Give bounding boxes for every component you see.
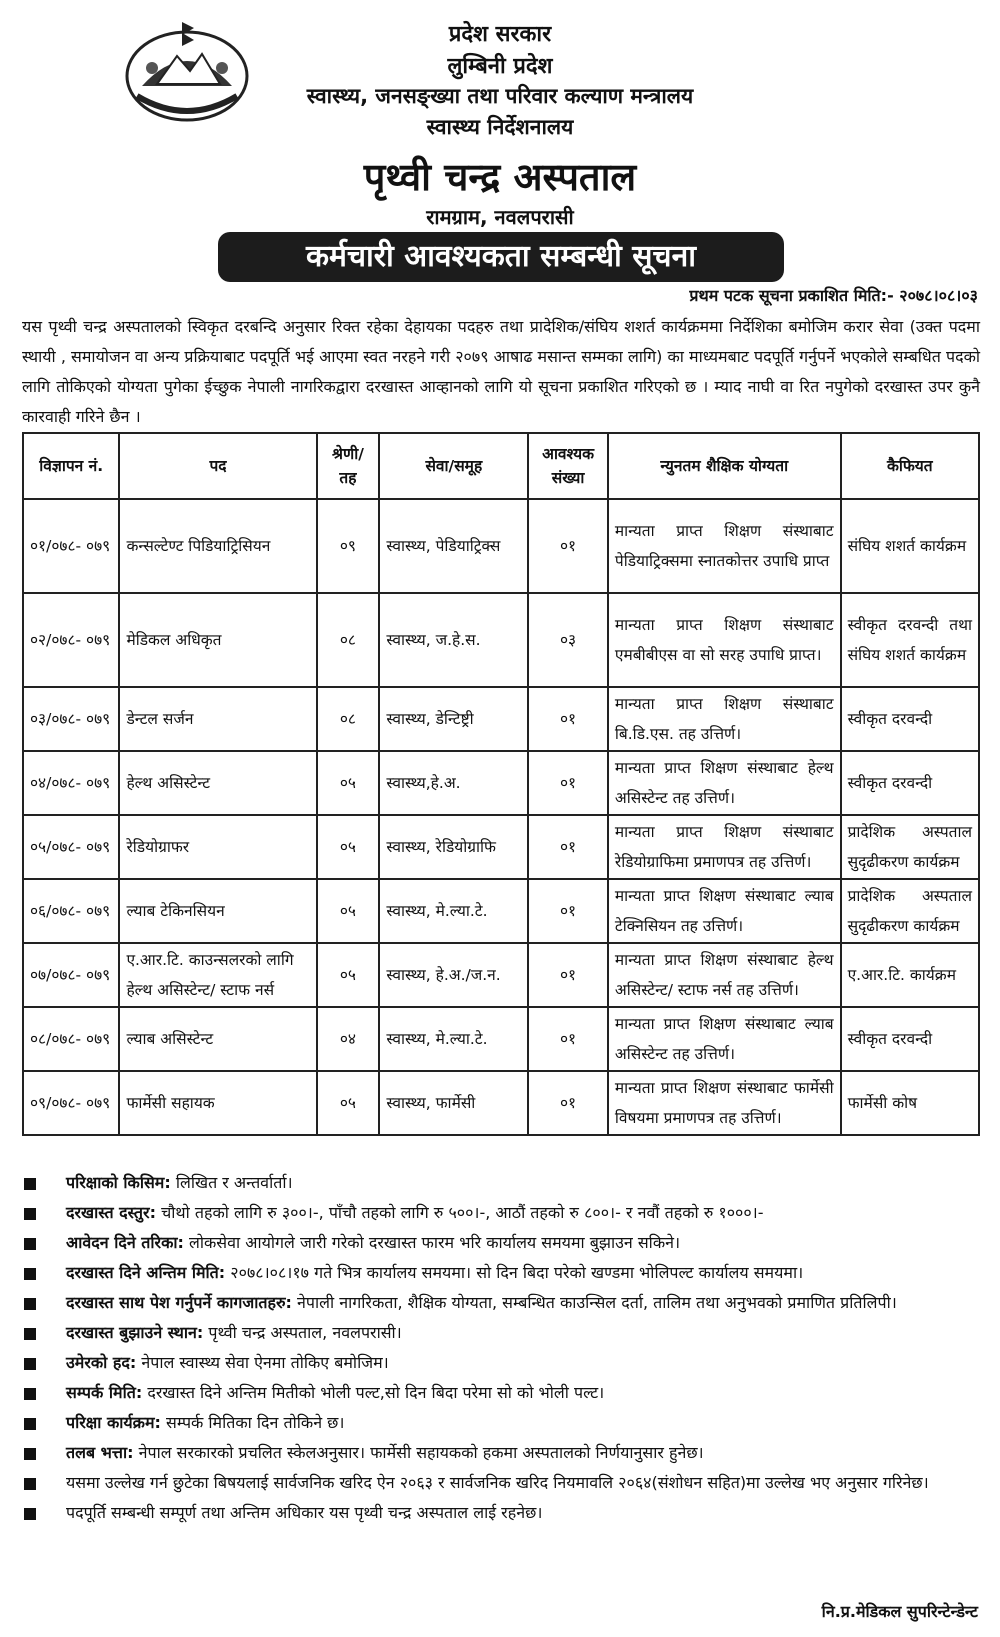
note-text: यसमा उल्लेख गर्न छुटेका बिषयलाई सार्वजनिक खरिद ऐन २०६३ र सार्वजनिक खरिद नियमावलि २०६४(संशोधन सहित)मा उल्लेख भए अनुसार गरिनेछ। xyxy=(66,1473,929,1492)
level-cell: ०४ xyxy=(317,1007,380,1071)
ministry-title: स्वास्थ्य, जनसङ्ख्या तथा परिवार कल्याण मन्त्रालय xyxy=(306,84,694,108)
table-row xyxy=(23,879,979,943)
post-cell: ए.आर.टि. काउन्सलरको लागि हेल्थ असिस्टेन्ट/ स्टाफ नर्स xyxy=(119,943,316,1007)
service-cell: स्वास्थ्य, मे.ल्या.टे. xyxy=(379,1007,528,1071)
hospital-name: पृथ्वी चन्द्र अस्पताल xyxy=(363,155,637,199)
note-item xyxy=(22,1288,980,1318)
level-cell: ०५ xyxy=(317,1071,380,1135)
note-label: दरखास्त बुझाउने स्थान: xyxy=(66,1323,204,1342)
province-title: लुम्बिनी प्रदेश xyxy=(447,54,553,79)
ad-no-cell: ०५/०७८- ०७९ xyxy=(23,815,119,879)
remarks-cell: स्वीकृत दरवन्दी तथा संघिय शशर्त कार्यक्रम xyxy=(841,593,979,687)
count-cell: ०१ xyxy=(528,1007,608,1071)
qualification-cell: मान्यता प्राप्त शिक्षण संस्थाबाट फार्मेसी विषयमा प्रमाणपत्र तह उत्तिर्ण। xyxy=(608,1071,841,1135)
table-row xyxy=(23,943,979,1007)
ad-no-cell: ०६/०७८- ०७९ xyxy=(23,879,119,943)
service-cell: स्वास्थ्य, ज.हे.स. xyxy=(379,593,528,687)
remarks-cell: ए.आर.टि. कार्यक्रम xyxy=(841,943,979,1007)
bullet-square-icon xyxy=(24,1208,36,1220)
service-cell: स्वास्थ्य, पेडियाट्रिक्स xyxy=(379,499,528,593)
level-cell: ०८ xyxy=(317,593,380,687)
directorate-title: स्वास्थ्य निर्देशनालय xyxy=(426,115,574,139)
table-row xyxy=(23,1071,979,1135)
count-cell: ०१ xyxy=(528,499,608,593)
note-item xyxy=(22,1378,980,1408)
col-header-count: आवश्यक संख्या xyxy=(528,433,608,499)
post-cell: मेडिकल अधिकृत xyxy=(119,593,316,687)
note-item xyxy=(22,1198,980,1228)
publication-date-value: २०७८।०८।०३ xyxy=(899,286,978,305)
remarks-cell: प्रादेशिक अस्पताल सुदृढीकरण कार्यक्रम xyxy=(841,879,979,943)
level-cell: ०८ xyxy=(317,687,380,751)
level-cell: ०५ xyxy=(317,943,380,1007)
note-item xyxy=(22,1258,980,1288)
note-label: परिक्षा कार्यक्रम: xyxy=(66,1413,161,1432)
count-cell: ०१ xyxy=(528,1071,608,1135)
qualification-cell: मान्यता प्राप्त शिक्षण संस्थाबाट ल्याब असिस्टेन्ट तह उत्तिर्ण। xyxy=(608,1007,841,1071)
note-item xyxy=(22,1348,980,1378)
note-item xyxy=(22,1468,980,1498)
col-header-qualification: न्युनतम शैक्षिक योग्यता xyxy=(608,433,841,499)
note-text: २०७८।०८।१७ गते भित्र कार्यालय समयमा। सो दिन बिदा परेको खण्डमा भोलिपल्ट कार्यालय समयमा। xyxy=(225,1263,804,1282)
bullet-square-icon xyxy=(24,1388,36,1400)
service-cell: स्वास्थ्य, रेडियोग्राफि xyxy=(379,815,528,879)
note-text: दरखास्त दिने अन्तिम मितीको भोली पल्ट,सो दिन बिदा परेमा सो को भोली पल्ट। xyxy=(142,1383,605,1402)
note-item xyxy=(22,1498,980,1528)
ad-no-cell: ०१/०७८- ०७९ xyxy=(23,499,119,593)
bullet-square-icon xyxy=(24,1268,36,1280)
remarks-cell: प्रादेशिक अस्पताल सुदृढीकरण कार्यक्रम xyxy=(841,815,979,879)
note-label: दरखास्त दस्तुर: xyxy=(66,1203,156,1222)
note-text: नेपाली नागरिकता, शैक्षिक योग्यता, सम्बन्धित काउन्सिल दर्ता, तालिम तथा अनुभवको प्रमाणित प्रतिलिपी। xyxy=(291,1293,897,1312)
service-cell: स्वास्थ्य, फार्मेसी xyxy=(379,1071,528,1135)
col-header-level: श्रेणी/ तह xyxy=(317,433,380,499)
table-row xyxy=(23,687,979,751)
qualification-cell: मान्यता प्राप्त शिक्षण संस्थाबाट एमबीबीएस वा सो सरह उपाधि प्राप्त। xyxy=(608,593,841,687)
note-item xyxy=(22,1408,980,1438)
level-cell: ०९ xyxy=(317,499,380,593)
service-cell: स्वास्थ्य, हे.अ./ज.न. xyxy=(379,943,528,1007)
col-header-post: पद xyxy=(119,433,316,499)
level-cell: ०५ xyxy=(317,879,380,943)
ad-no-cell: ०४/०७८- ०७९ xyxy=(23,751,119,815)
col-header-ad-no: विज्ञापन नं. xyxy=(23,433,119,499)
table-header-row xyxy=(23,433,979,499)
ad-no-cell: ०३/०७८- ०७९ xyxy=(23,687,119,751)
note-label: तलब भत्ता: xyxy=(66,1443,134,1462)
ad-no-cell: ०७/०७८- ०७९ xyxy=(23,943,119,1007)
note-text: सम्पर्क मितिका दिन तोकिने छ। xyxy=(160,1413,345,1432)
post-cell: ल्याब टेकिनसियन xyxy=(119,879,316,943)
vacancy-table xyxy=(22,432,980,1136)
note-text: पृथ्वी चन्द्र अस्पताल, नवलपरासी। xyxy=(203,1323,402,1342)
note-label: उमेरको हद: xyxy=(66,1353,137,1372)
bullet-square-icon xyxy=(24,1418,36,1430)
table-row xyxy=(23,751,979,815)
note-label: आवेदन दिने तरिका: xyxy=(66,1233,184,1252)
note-text: चौथो तहको लागि रु ३००।-, पाँचौ तहको लागि रु ५००।-, आठौं तहको रु ८००।- र नवौं तहको रु १०००।- xyxy=(155,1203,764,1222)
note-text: लिखित र अन्तर्वार्ता। xyxy=(170,1173,293,1192)
government-title: प्रदेश सरकार xyxy=(448,22,552,47)
bullet-square-icon xyxy=(24,1298,36,1310)
qualification-cell: मान्यता प्राप्त शिक्षण संस्थाबाट हेल्थ असिस्टेन्ट तह उत्तिर्ण। xyxy=(608,751,841,815)
note-item xyxy=(22,1168,980,1198)
count-cell: ०१ xyxy=(528,879,608,943)
publication-date-label: प्रथम पटक सूचना प्रकाशित मिति:- xyxy=(689,286,894,305)
bullet-square-icon xyxy=(24,1508,36,1520)
table-row xyxy=(23,815,979,879)
remarks-cell: संघिय शशर्त कार्यक्रम xyxy=(841,499,979,593)
note-item xyxy=(22,1228,980,1258)
post-cell: हेल्थ असिस्टेन्ट xyxy=(119,751,316,815)
count-cell: ०१ xyxy=(528,687,608,751)
bullet-square-icon xyxy=(24,1178,36,1190)
qualification-cell: मान्यता प्राप्त शिक्षण संस्थाबाट पेडियाट्रिक्समा स्नातकोत्तर उपाधि प्राप्त xyxy=(608,499,841,593)
notice-title: कर्मचारी आवश्यकता सम्बन्धी सूचना xyxy=(218,232,784,282)
hospital-location: रामग्राम, नवलपरासी xyxy=(426,205,574,229)
level-cell: ०५ xyxy=(317,751,380,815)
bullet-square-icon xyxy=(24,1448,36,1460)
post-cell: रेडियोग्राफर xyxy=(119,815,316,879)
note-text: पदपूर्ति सम्बन्धी सम्पूर्ण तथा अन्तिम अधिकार यस पृथ्वी चन्द्र अस्पताल लाई रहनेछ। xyxy=(66,1503,543,1522)
col-header-service: सेवा/समूह xyxy=(379,433,528,499)
publication-date xyxy=(689,284,978,306)
note-text: नेपाल सरकारको प्रचलित स्केलअनुसार। फार्मेसी सहायकको हकमा अस्पतालको निर्णयानुसार हुनेछ। xyxy=(133,1443,704,1462)
count-cell: ०१ xyxy=(528,751,608,815)
note-text: लोकसेवा आयोगले जारी गरेको दरखास्त फारम भरि कार्यालय समयमा बुझाउन सकिने। xyxy=(183,1233,681,1252)
signature: नि.प्र.मेडिकल सुपरिन्टेन्डेन्ट xyxy=(821,1602,978,1621)
count-cell: ०१ xyxy=(528,815,608,879)
table-row xyxy=(23,593,979,687)
remarks-cell: स्वीकृत दरवन्दी xyxy=(841,687,979,751)
count-cell: ०१ xyxy=(528,943,608,1007)
post-cell: कन्सल्टेण्ट पिडियाट्रिसियन xyxy=(119,499,316,593)
table-row xyxy=(23,499,979,593)
remarks-cell: फार्मेसी कोष xyxy=(841,1071,979,1135)
qualification-cell: मान्यता प्राप्त शिक्षण संस्थाबाट हेल्थ असिस्टेन्ट/ स्टाफ नर्स तह उत्तिर्ण। xyxy=(608,943,841,1007)
intro-paragraph: यस पृथ्वी चन्द्र अस्पतालको स्विकृत दरबन्दि अनुसार रिक्त रहेका देहायका पदहरु तथा प्रादेशिक/संघिय शशर्त कार्यक्रममा निर्देशिका बमोजिम करार सेवा (उक्त पदमा स्थायी , समायोजन वा अन्य प्रक्रियाबाट पदपूर्ति भई आएमा स्वत नरहने गरी २०७९ आषाढ मसान्त सम्मका लागि) का माध्यमबाट पदपूर्ति गर्नुपर्ने भएकोले सम्बधित पदको लागि तोकिएको योग्यता पुगेका ईच्छुक नेपाली नागरिकद्वारा दरखास्त आव्हानको लागि यो सूचना प्रकाशित गरिएको छ । म्याद नाघी वा रित नपुगेको दरखास्त उपर कुनै कारवाही गरिने छैन । xyxy=(22,317,980,426)
count-cell: ०३ xyxy=(528,593,608,687)
bullet-square-icon xyxy=(24,1238,36,1250)
service-cell: स्वास्थ्य,हे.अ. xyxy=(379,751,528,815)
post-cell: डेन्टल सर्जन xyxy=(119,687,316,751)
ad-no-cell: ०२/०७८- ०७९ xyxy=(23,593,119,687)
service-cell: स्वास्थ्य, डेन्टिष्ट्री xyxy=(379,687,528,751)
bullet-square-icon xyxy=(24,1358,36,1370)
note-label: दरखास्त दिने अन्तिम मिति: xyxy=(66,1263,226,1282)
post-cell: ल्याब असिस्टेन्ट xyxy=(119,1007,316,1071)
note-item xyxy=(22,1438,980,1468)
remarks-cell: स्वीकृत दरवन्दी xyxy=(841,1007,979,1071)
notes-list xyxy=(22,1168,980,1528)
service-cell: स्वास्थ्य, मे.ल्या.टे. xyxy=(379,879,528,943)
level-cell: ०५ xyxy=(317,815,380,879)
remarks-cell: स्वीकृत दरवन्दी xyxy=(841,751,979,815)
qualification-cell: मान्यता प्राप्त शिक्षण संस्थाबाट ल्याब टेक्निसियन तह उत्तिर्ण। xyxy=(608,879,841,943)
bullet-square-icon xyxy=(24,1328,36,1340)
table-row xyxy=(23,1007,979,1071)
col-header-remarks: कैफियत xyxy=(841,433,979,499)
note-text: नेपाल स्वास्थ्य सेवा ऐनमा तोकिए बमोजिम। xyxy=(136,1353,389,1372)
note-item xyxy=(22,1318,980,1348)
note-label: दरखास्त साथ पेश गर्नुपर्ने कागजातहरु: xyxy=(66,1293,292,1312)
note-label: परिक्षाको किसिम: xyxy=(66,1173,171,1192)
qualification-cell: मान्यता प्राप्त शिक्षण संस्थाबाट बि.डि.एस. तह उत्तिर्ण। xyxy=(608,687,841,751)
bullet-square-icon xyxy=(24,1478,36,1490)
note-label: सम्पर्क मिति: xyxy=(66,1383,143,1402)
ad-no-cell: ०८/०७८- ०७९ xyxy=(23,1007,119,1071)
nepal-emblem-icon xyxy=(122,16,252,124)
post-cell: फार्मेसी सहायक xyxy=(119,1071,316,1135)
ad-no-cell: ०९/०७८- ०७९ xyxy=(23,1071,119,1135)
qualification-cell: मान्यता प्राप्त शिक्षण संस्थाबाट रेडियोग्राफिमा प्रमाणपत्र तह उत्तिर्ण। xyxy=(608,815,841,879)
